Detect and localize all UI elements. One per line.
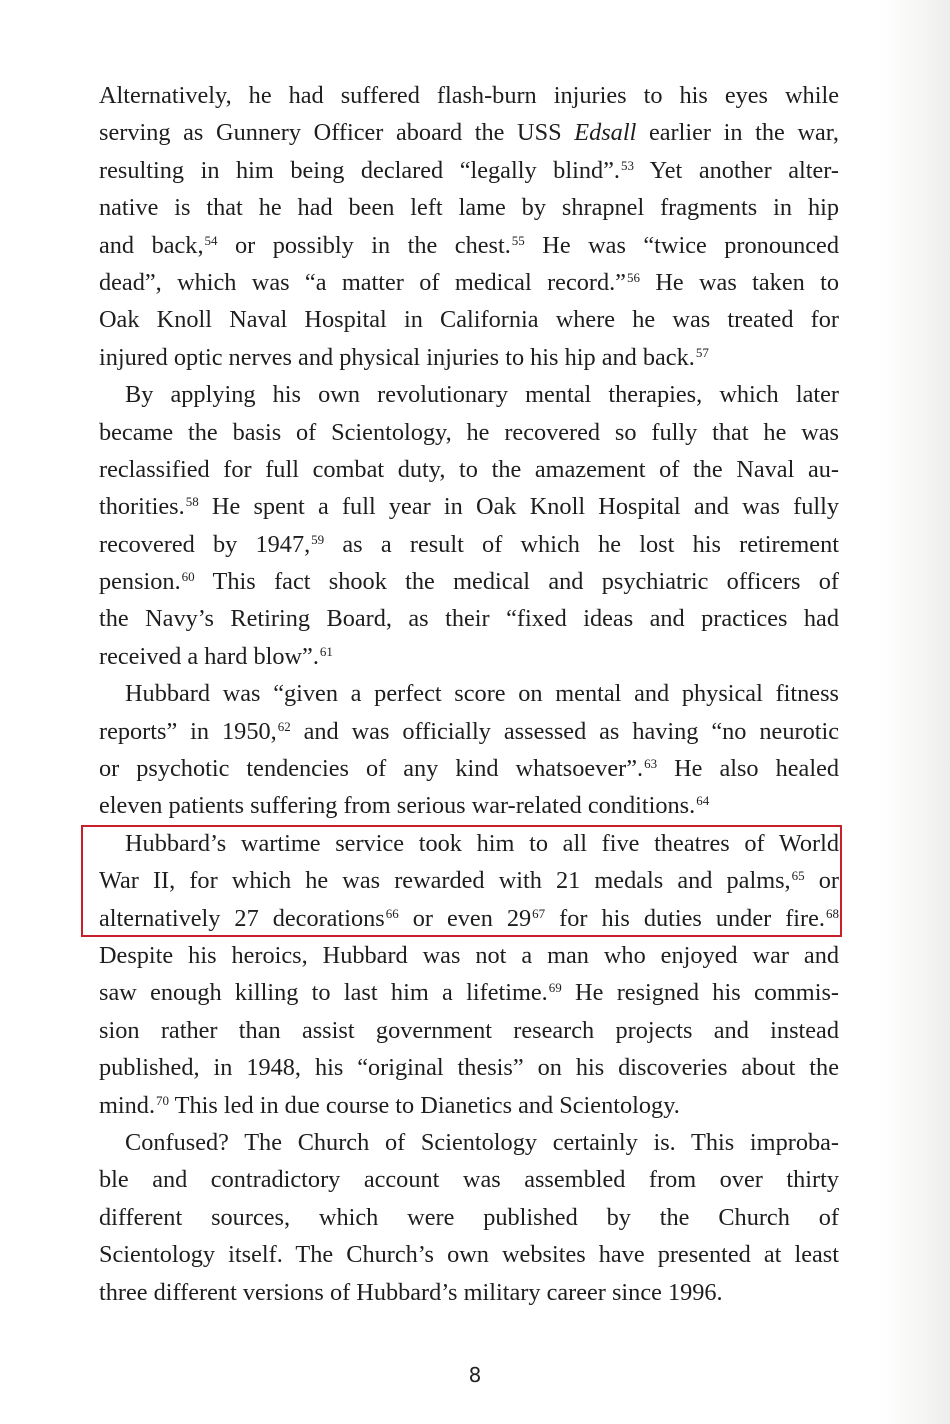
body-text [99,77,839,1311]
text-line: resulting in him being declared “legally blind”.$^{53}$ Yet another alter- [99,156,839,184]
text-line: By applying his own revolutionary mental therapies, which later [125,381,839,409]
text-line: the Navy’s Retiring Board, as their “fixed ideas and practices had [99,605,839,633]
text-line: Alternatively, he had suffered flash-burn injuries to his eyes while [99,82,839,109]
text-line: and back,$^{54}$ or possibly in the chest.$^{55}$ He was “twice pronounced [99,231,839,259]
text-line: reclassified for full combat duty, to the amazement of the Naval au- [99,455,839,483]
text-line: Hubbard’s wartime service took him to all five theatres of World [125,829,839,857]
text-line: published, in 1948, his “original thesis” on his discoveries about the [99,1054,839,1082]
text-line: injured optic nerves and physical injuries to his hip and back.$^{57}$ [99,343,709,371]
text-line: reports” in 1950,62 and was officially assessed as having “no neurotic [99,717,839,745]
text-line: became the basis of Scientology, he recovered so fully that he was [99,418,839,446]
text-line: different sources, which were published by the Church of [99,1203,839,1231]
page-number: 8 [468,1363,482,1387]
text-line: thorities.$^{58}$ He spent a full year in Oak Knoll Hospital and was fully [99,493,839,521]
text-line: pension.$^{60}$ This fact shook the medical and psychiatric officers of [99,568,839,596]
text-line: saw enough killing to last him a lifetime.$^{69}$ He resigned his commis- [99,979,839,1007]
text-line: Despite his heroics, Hubbard was not a man who enjoyed war and [99,941,839,969]
text-line: Oak Knoll Naval Hospital in California where he was treated for [99,306,839,334]
text-line: Hubbard was “given a perfect score on mental and physical fitness [125,680,839,708]
text-line: sion rather than assist government research projects and instead [99,1016,839,1044]
text-line: serving as Gunnery Officer aboard the USS Edsall earlier in the war, [99,119,839,147]
scan-shadow-edge [880,0,950,1424]
text-line: War II, for which he was rewarded with 21 medals and palms,$^{65}$ or [99,867,839,895]
text-line: received a hard blow”.$^{61}$ [99,642,333,670]
text-line: Scientology itself. The Church’s own websites have presented at least [99,1241,839,1269]
text-line: native is that he had been left lame by shrapnel fragments in hip [99,194,839,222]
highlight-box [81,825,842,937]
text-line: alternatively 27 decorations$^{66}$ or even $29^{67}$ for his duties under fire.$^{68}$ [99,904,840,932]
text-line: three different versions of Hubbard’s military career since 1996. [99,1278,723,1306]
text-line: Confused? The Church of Scientology certainly is. This improba- [125,1128,839,1156]
text-line: recovered by 1947,59 as a result of which he lost his retirement [99,530,839,558]
text-line: eleven patients suffering from serious war-related conditions.$^{64}$ [99,792,710,820]
text-line: ble and contradictory account was assembled from over thirty [99,1166,839,1194]
text-line: dead”, which was “a matter of medical record.”$^{56}$ He was taken to [99,268,839,296]
text-line: or psychotic tendencies of any kind whatsoever”.$^{63}$ He also healed [99,755,840,783]
text-line: mind.$^{70}$ This led in due course to Dianetics and Scientology. [99,1091,680,1119]
